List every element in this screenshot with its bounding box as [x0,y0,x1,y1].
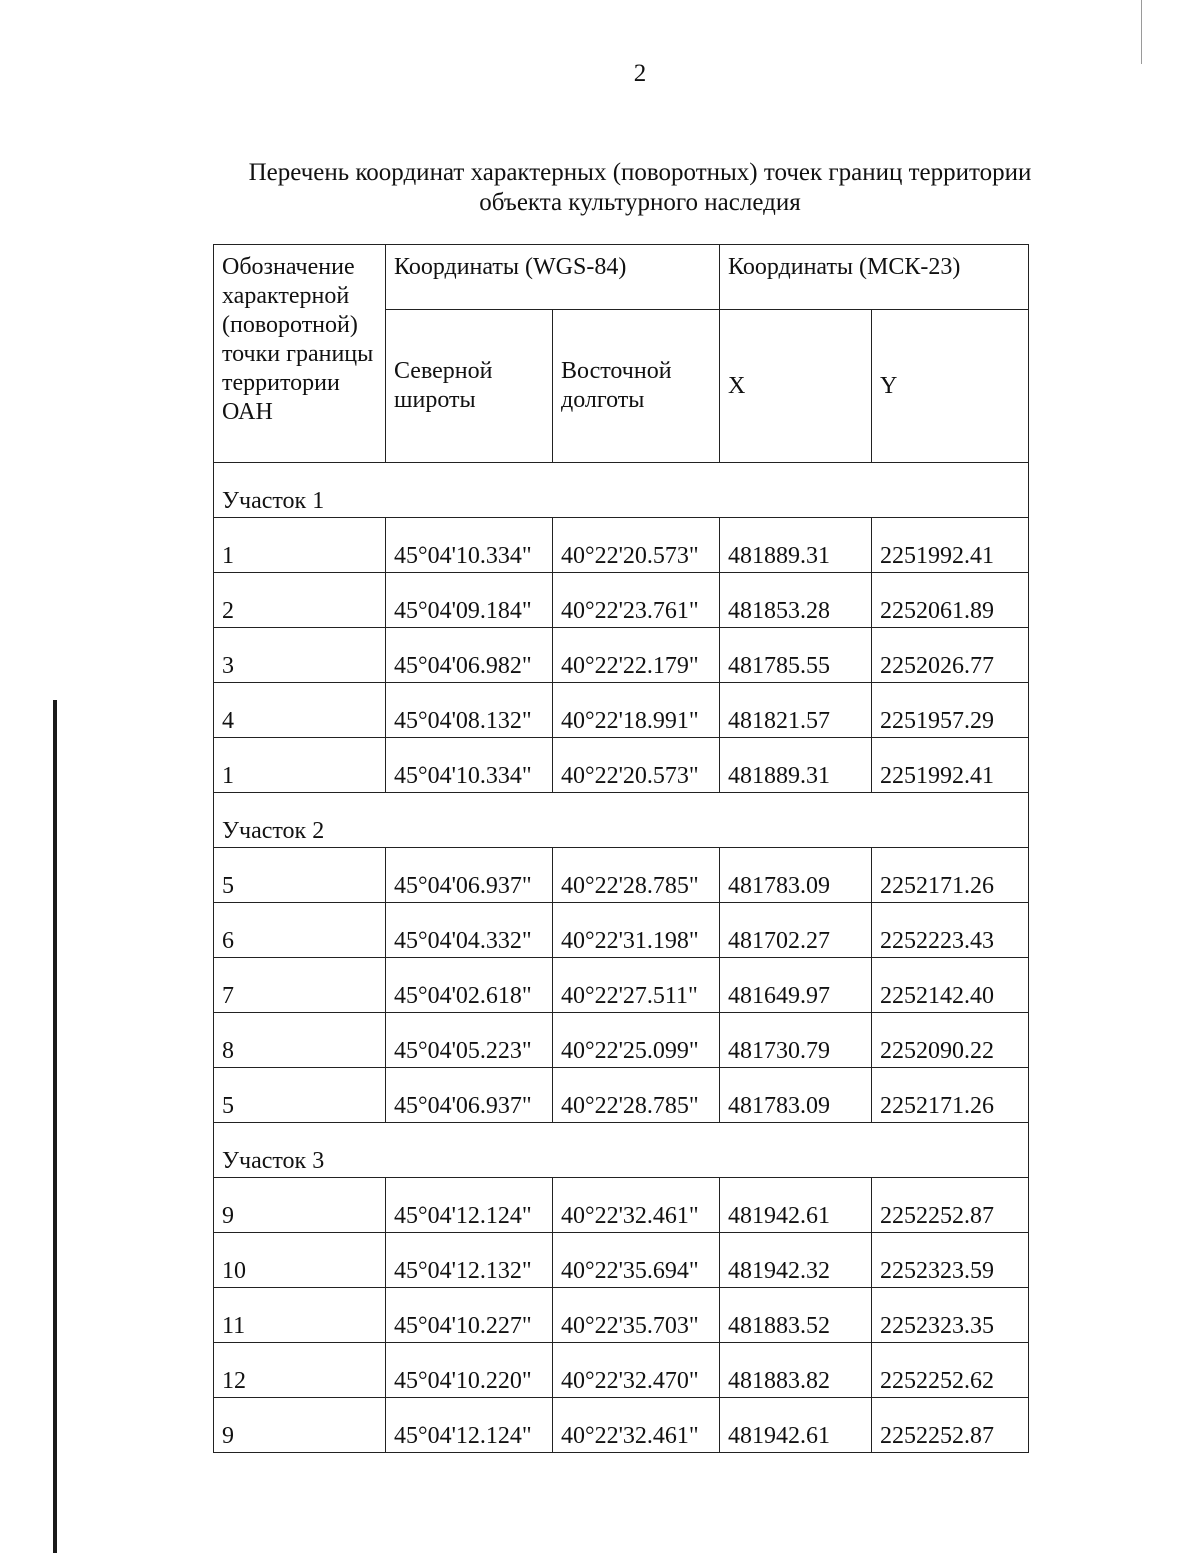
cell-longitude: 40°22'35.694" [553,1233,720,1288]
cell-latitude: 45°04'02.618" [386,958,553,1013]
cell-y: 2252223.43 [872,903,1029,958]
cell-y: 2252323.59 [872,1233,1029,1288]
cell-y: 2252171.26 [872,848,1029,903]
table-row [214,1233,1029,1288]
cell-longitude: 40°22'25.099" [553,1013,720,1068]
cell-longitude: 40°22'28.785" [553,1068,720,1123]
cell-longitude: 40°22'35.703" [553,1288,720,1343]
table-row [214,1068,1029,1123]
table-row [214,738,1029,793]
cell-point: 5 [214,1068,386,1123]
cell-point: 6 [214,903,386,958]
cell-x: 481730.79 [720,1013,872,1068]
cell-x: 481889.31 [720,738,872,793]
cell-y: 2252323.35 [872,1288,1029,1343]
table-row [214,1343,1029,1398]
cell-point: 4 [214,683,386,738]
table-row [214,1013,1029,1068]
cell-longitude: 40°22'32.461" [553,1398,720,1453]
document-title-line-1: Перечень координат характерных (поворотных) точек границ территории [248,159,1032,186]
section-row [214,463,1029,518]
section-row [214,1123,1029,1178]
cell-latitude: 45°04'09.184" [386,573,553,628]
cell-x: 481889.31 [720,518,872,573]
scan-edge-mark-right [1141,0,1142,64]
table-body [214,463,1029,1453]
cell-y: 2252090.22 [872,1013,1029,1068]
cell-point: 1 [214,738,386,793]
section-title: Участок 1 [214,463,1029,518]
cell-longitude: 40°22'32.461" [553,1178,720,1233]
cell-longitude: 40°22'27.511" [553,958,720,1013]
cell-x: 481942.61 [720,1398,872,1453]
cell-longitude: 40°22'20.573" [553,518,720,573]
cell-latitude: 45°04'06.937" [386,1068,553,1123]
table-row [214,903,1029,958]
table-row [214,958,1029,1013]
table-row [214,628,1029,683]
cell-latitude: 45°04'12.124" [386,1398,553,1453]
cell-latitude: 45°04'10.220" [386,1343,553,1398]
header-y: Y [872,310,1029,463]
cell-point: 10 [214,1233,386,1288]
cell-x: 481821.57 [720,683,872,738]
section-row [214,793,1029,848]
cell-x: 481883.82 [720,1343,872,1398]
header-north-latitude: Северной широты [386,310,553,463]
cell-longitude: 40°22'32.470" [553,1343,720,1398]
cell-point: 3 [214,628,386,683]
cell-longitude: 40°22'22.179" [553,628,720,683]
cell-x: 481649.97 [720,958,872,1013]
cell-longitude: 40°22'28.785" [553,848,720,903]
table-row [214,518,1029,573]
coordinates-table [213,244,1029,1453]
table-row [214,848,1029,903]
cell-x: 481783.09 [720,1068,872,1123]
header-wgs84-group: Координаты (WGS-84) [386,245,720,310]
header-east-longitude: Восточной долготы [553,310,720,463]
cell-y: 2252061.89 [872,573,1029,628]
header-msk23-group: Координаты (МСК-23) [720,245,1029,310]
cell-latitude: 45°04'06.982" [386,628,553,683]
table-row [214,573,1029,628]
cell-latitude: 45°04'08.132" [386,683,553,738]
cell-longitude: 40°22'18.991" [553,683,720,738]
header-point-designation: Обозначение характерной (поворотной) точки границы территории ОАН [214,245,386,463]
cell-point: 1 [214,518,386,573]
table-header-row [214,245,1029,310]
cell-latitude: 45°04'12.124" [386,1178,553,1233]
cell-point: 11 [214,1288,386,1343]
cell-point: 9 [214,1178,386,1233]
cell-point: 9 [214,1398,386,1453]
section-title: Участок 3 [214,1123,1029,1178]
cell-point: 7 [214,958,386,1013]
document-title [200,158,1080,218]
cell-point: 2 [214,573,386,628]
cell-latitude: 45°04'04.332" [386,903,553,958]
cell-latitude: 45°04'05.223" [386,1013,553,1068]
table-row [214,683,1029,738]
cell-latitude: 45°04'12.132" [386,1233,553,1288]
cell-x: 481702.27 [720,903,872,958]
table-row [214,1398,1029,1453]
cell-y: 2252252.87 [872,1398,1029,1453]
cell-y: 2252252.87 [872,1178,1029,1233]
cell-y: 2252171.26 [872,1068,1029,1123]
page-number: 2 [633,60,647,87]
cell-point: 8 [214,1013,386,1068]
section-title: Участок 2 [214,793,1029,848]
cell-x: 481883.52 [720,1288,872,1343]
cell-y: 2252252.62 [872,1343,1029,1398]
cell-point: 12 [214,1343,386,1398]
cell-x: 481785.55 [720,628,872,683]
cell-y: 2251992.41 [872,518,1029,573]
table-row [214,1288,1029,1343]
cell-y: 2251992.41 [872,738,1029,793]
cell-latitude: 45°04'10.334" [386,518,553,573]
cell-x: 481942.61 [720,1178,872,1233]
document-title-line-2: объекта культурного наследия [479,189,801,216]
cell-latitude: 45°04'10.334" [386,738,553,793]
cell-longitude: 40°22'20.573" [553,738,720,793]
cell-x: 481853.28 [720,573,872,628]
cell-latitude: 45°04'06.937" [386,848,553,903]
cell-y: 2251957.29 [872,683,1029,738]
cell-point: 5 [214,848,386,903]
cell-y: 2252026.77 [872,628,1029,683]
cell-longitude: 40°22'31.198" [553,903,720,958]
cell-y: 2252142.40 [872,958,1029,1013]
cell-x: 481942.32 [720,1233,872,1288]
scan-edge-mark-left [53,700,57,1553]
header-x: X [720,310,872,463]
cell-latitude: 45°04'10.227" [386,1288,553,1343]
cell-x: 481783.09 [720,848,872,903]
table-row [214,1178,1029,1233]
cell-longitude: 40°22'23.761" [553,573,720,628]
